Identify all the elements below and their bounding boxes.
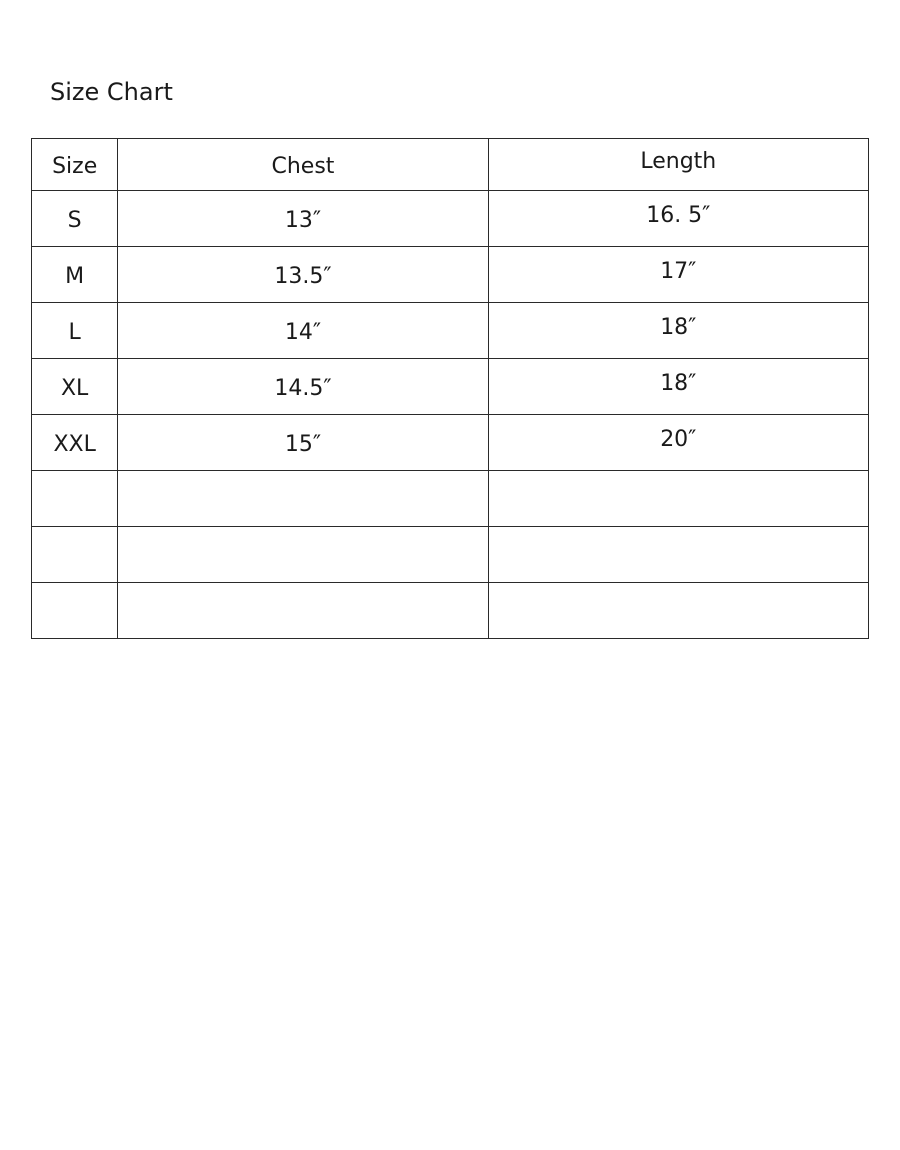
chest-value: 13″ — [284, 207, 322, 233]
length-cell — [488, 359, 868, 415]
size-value: L — [68, 319, 81, 345]
length-cell — [488, 303, 868, 359]
size-chart-table — [31, 138, 869, 639]
length-cell — [488, 415, 868, 471]
chest-cell — [118, 415, 488, 471]
length-cell — [488, 471, 868, 527]
header-chest-label: Chest — [271, 153, 335, 179]
chest-value — [118, 553, 487, 557]
size-value: M — [65, 263, 85, 289]
chest-cell — [118, 583, 488, 639]
length-cell — [488, 583, 868, 639]
size-cell — [32, 359, 118, 415]
length-value: 16. 5″ — [646, 202, 711, 228]
size-value: XL — [60, 375, 89, 401]
chest-value: 13.5″ — [274, 263, 332, 289]
table-row — [32, 415, 869, 471]
size-cell — [32, 303, 118, 359]
size-cell — [32, 471, 118, 527]
length-value — [489, 496, 868, 502]
table-header — [32, 139, 869, 191]
length-cell — [488, 527, 868, 583]
size-value: S — [67, 207, 82, 233]
size-cell — [32, 583, 118, 639]
page-title: Size Chart — [50, 78, 173, 106]
size-cell — [32, 415, 118, 471]
size-value — [32, 553, 117, 557]
chest-value: 14.5″ — [274, 375, 332, 401]
size-cell — [32, 247, 118, 303]
chest-value — [118, 609, 487, 613]
chest-cell — [118, 247, 488, 303]
size-cell — [32, 191, 118, 247]
table-row — [32, 359, 869, 415]
length-value: 18″ — [660, 314, 697, 340]
table-row-empty — [32, 583, 869, 639]
header-chest — [118, 139, 488, 191]
length-value — [489, 552, 868, 558]
chest-cell — [118, 471, 488, 527]
table-row — [32, 191, 869, 247]
header-length-label: Length — [640, 148, 717, 174]
table-row — [32, 303, 869, 359]
size-value — [32, 609, 117, 613]
size-cell — [32, 527, 118, 583]
table-row-empty — [32, 527, 869, 583]
header-length — [488, 139, 868, 191]
size-value — [32, 497, 117, 501]
chest-cell — [118, 527, 488, 583]
table-row — [32, 247, 869, 303]
chest-cell — [118, 303, 488, 359]
length-value — [489, 608, 868, 614]
chest-value: 15″ — [284, 431, 322, 457]
table-header-row — [32, 139, 869, 191]
header-size — [32, 139, 118, 191]
chest-value — [118, 497, 487, 501]
length-value: 17″ — [660, 258, 697, 284]
chest-cell — [118, 359, 488, 415]
size-value: XXL — [53, 431, 96, 457]
table-body — [32, 191, 869, 639]
table-row-empty — [32, 471, 869, 527]
chest-value: 14″ — [284, 319, 322, 345]
length-value: 20″ — [660, 426, 697, 452]
length-cell — [488, 191, 868, 247]
length-value: 18″ — [660, 370, 697, 396]
header-size-label: Size — [52, 153, 98, 179]
chest-cell — [118, 191, 488, 247]
length-cell — [488, 247, 868, 303]
